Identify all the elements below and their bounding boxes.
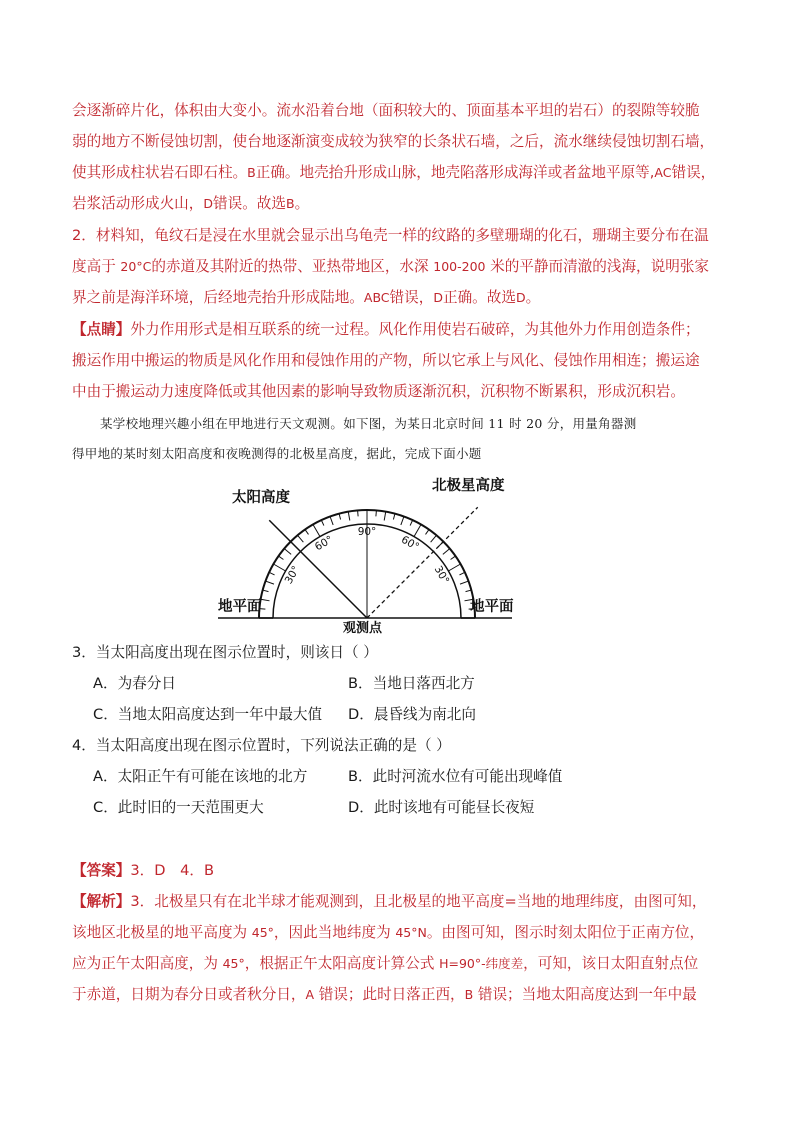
- intro-line-2: 得甲地的某时刻太阳高度和夜晚测得的北极星高度，据此，完成下面小题: [72, 446, 482, 461]
- q4-option-d[interactable]: D．此时该地有可能昼长夜短: [348, 799, 535, 816]
- sun-altitude-label: 太阳高度: [232, 490, 290, 506]
- tick-mark: [266, 581, 274, 584]
- q3-option-b[interactable]: B．当地日落西北方: [348, 675, 475, 692]
- observer-label: 观测点: [343, 621, 383, 636]
- sun-altitude-line: [269, 520, 367, 618]
- para1-line-2: 弱的地方不断侵蚀切割，使台地逐渐演变成较为狭窄的长条状石墙，之后，流水继续侵蚀切割石墙，: [72, 133, 715, 150]
- tick-mark: [414, 524, 421, 536]
- para2-line-2: 度高于 20°C的赤道及其附近的热带、亚热带地区，水深 100-200 米的平静而清澈的浅海，说明张家: [72, 258, 710, 275]
- analysis-line-1: 【解析】3．北极星只有在北半球才能观测到，且北极星的地平高度=当地的地理纬度，由图可知，: [72, 893, 707, 910]
- tick-mark: [313, 524, 320, 536]
- polaris-altitude-line: [367, 507, 478, 618]
- horizon-right-label: 地平面: [470, 599, 514, 615]
- note-line-3: 中由于搬运动力速度降低或其他因素的影响导致物质逐渐沉积，沉积物不断累积，形成沉积岩。: [72, 383, 685, 400]
- tick-mark: [443, 549, 450, 555]
- tick-mark: [330, 517, 333, 525]
- answer-text: 3．D 4．B: [130, 862, 214, 879]
- q3-option-c[interactable]: C．当地太阳高度达到一年中最大值: [93, 706, 323, 723]
- q3-option-d[interactable]: D．晨昏线为南北向: [348, 706, 476, 723]
- note-tag: 【点睛】: [72, 321, 131, 338]
- tick-mark: [261, 599, 270, 601]
- analysis-line-4: 于赤道，日期为春分日或者秋分日，A 错误；此时日落正西，B 错误；当地太阳高度达到一年中最: [72, 986, 697, 1003]
- tick-label-60-right: 60°: [398, 533, 422, 554]
- tick-label-90: 90°: [357, 526, 377, 538]
- q3-option-a[interactable]: A．为春分日: [93, 675, 176, 692]
- analysis-line-3: 应为正午太阳高度，为 45°，根据正午太阳高度计算公式 H=90°-纬度差，可知，该日太阳直射点位: [72, 955, 699, 972]
- tick-mark: [273, 564, 285, 571]
- polaris-altitude-label: 北极星高度: [432, 478, 505, 494]
- q4-option-b[interactable]: B．此时河流水位有可能出现峰值: [348, 768, 563, 785]
- answer-line: [72, 861, 214, 881]
- tick-mark: [401, 517, 404, 525]
- tick-mark: [460, 581, 468, 584]
- note-line-2: 搬运作用中搬运的物质是风化作用和侵蚀作用的产物，所以它承上与风化、侵蚀作用相连；搬运途: [72, 352, 700, 369]
- analysis-line-2: 该地区北极星的地平高度为 45°，因此当地纬度为 45°N。由图可知，图示时刻太阳位于正南方位，: [72, 924, 705, 941]
- q4-option-a[interactable]: A．太阳正午有可能在该地的北方: [93, 768, 308, 785]
- tick-label-30-right: 30°: [431, 563, 452, 587]
- q3-stem: 3．当太阳高度出现在图示位置时，则该日（ ）: [72, 644, 378, 661]
- horizon-left-label: 地平面: [218, 599, 262, 615]
- q4-stem: 4．当太阳高度出现在图示位置时，下列说法正确的是（ ）: [72, 737, 451, 754]
- para1-line-3: 使其形成柱状岩石即石柱。B正确。地壳抬升形成山脉，地壳陷落形成海洋或者盆地平原等,AC错误，: [72, 164, 716, 181]
- tick-mark: [298, 535, 304, 542]
- para1-line-1: 会逐渐碎片化，体积由大变小。流水沿着台地（面积较大的、顶面基本平坦的岩石）的裂隙等较脆: [72, 102, 700, 119]
- para2-line-3: 界之前是海洋环境，后经地壳抬升形成陆地。ABC错误，D正确。故选D。: [72, 289, 541, 306]
- answer-tag: 【答案】: [72, 862, 131, 879]
- note-line-1: 【点睛】外力作用形式是相互联系的统一过程。风化作用使岩石破碎，为其他外力作用创造条件；: [72, 321, 700, 338]
- tick-mark: [431, 535, 437, 542]
- tick-label-60-left: 60°: [312, 533, 336, 554]
- tick-mark: [348, 512, 350, 521]
- protractor-diagram: [210, 472, 540, 638]
- intro-line-1: 某学校地理兴趣小组在甲地进行天文观测。如下图，为某日北京时间 11 时 20 分，用量角器测: [100, 416, 637, 431]
- analysis-tag: 【解析】: [72, 893, 131, 910]
- tick-mark: [284, 549, 291, 555]
- tick-mark: [448, 564, 460, 571]
- tick-mark: [384, 512, 386, 521]
- para1-line-4: 岩浆活动形成火山，D错误。故选B。: [72, 195, 310, 212]
- para2-line-1: 2．材料知，龟纹石是浸在水里就会显示出乌龟壳一样的纹路的多壁珊瑚的化石，珊瑚主要分布在温: [72, 227, 709, 244]
- q4-option-c[interactable]: C．此时旧的一天范围更大: [93, 799, 264, 816]
- tick-label-30-left: 30°: [282, 563, 303, 587]
